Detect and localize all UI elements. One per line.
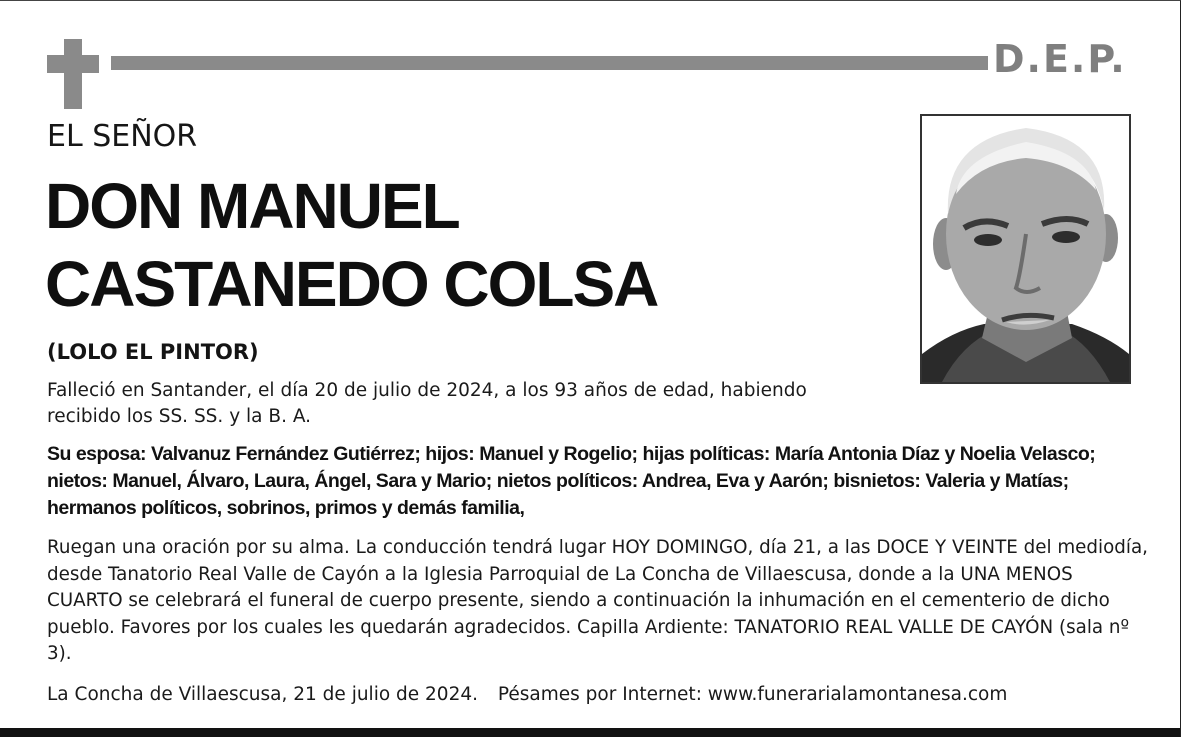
portrait-photo bbox=[920, 114, 1131, 384]
footer bbox=[47, 682, 1147, 708]
portrait-image bbox=[922, 116, 1129, 382]
cross-icon bbox=[64, 39, 82, 109]
header-rule bbox=[111, 56, 988, 70]
place-date: La Concha de Villaescusa, 21 de julio de 2024. bbox=[47, 684, 479, 705]
service-details: Ruegan una oración por su alma. La conducción tendrá lugar HOY DOMINGO, día 21, a las DOCE Y VEINTE del mediodía, desde Tanatorio Real Valle de Cayón a la Iglesia Parroquial de La Concha de Villaescusa, donde a la UNA MENOS CUARTO se celebrará el funeral de cuerpo presente, siendo a continuación la inhumación en el cementerio de dicho pueblo. Favores por los cuales les quedarán agradecidos. Capilla Ardiente: TANATORIO REAL VALLE DE CAYÓN (sala nº 3). bbox=[47, 537, 1148, 664]
dep-label: D.E.P. bbox=[993, 37, 1127, 81]
death-notice-line-1: Falleció en Santander, el día 20 de julio de 2024, a los 93 años de edad, habiendo bbox=[47, 380, 807, 401]
death-notice-line-2: recibido los SS. SS. y la B. A. bbox=[47, 406, 312, 427]
deceased-name bbox=[45, 167, 657, 323]
name-line-2: CASTANEDO COLSA bbox=[45, 248, 658, 320]
name-line-1: DON MANUEL bbox=[45, 170, 459, 242]
bottom-rule bbox=[0, 728, 1180, 737]
family-list: Su esposa: Valvanuz Fernández Gutiérrez; hijos: Manuel y Rogelio; hijas políticas: María Antonia Díaz y Noelia Velasco; nietos: Manuel, Álvaro, Laura, Ángel, Sara y Mario; nietos políticos: Andrea, Eva y Aarón; bisnietos: Valeria y Matías; hermanos políticos, sobrinos, primos y demás familia, bbox=[47, 443, 1096, 519]
cross-icon-bar bbox=[47, 55, 99, 73]
death-notice bbox=[47, 378, 867, 430]
condolences-link[interactable]: Pésames por Internet: www.funerarialamontanesa.com bbox=[497, 684, 1008, 705]
title-prefix: EL SEÑOR bbox=[47, 119, 198, 154]
nickname: (LOLO EL PINTOR) bbox=[47, 340, 259, 364]
